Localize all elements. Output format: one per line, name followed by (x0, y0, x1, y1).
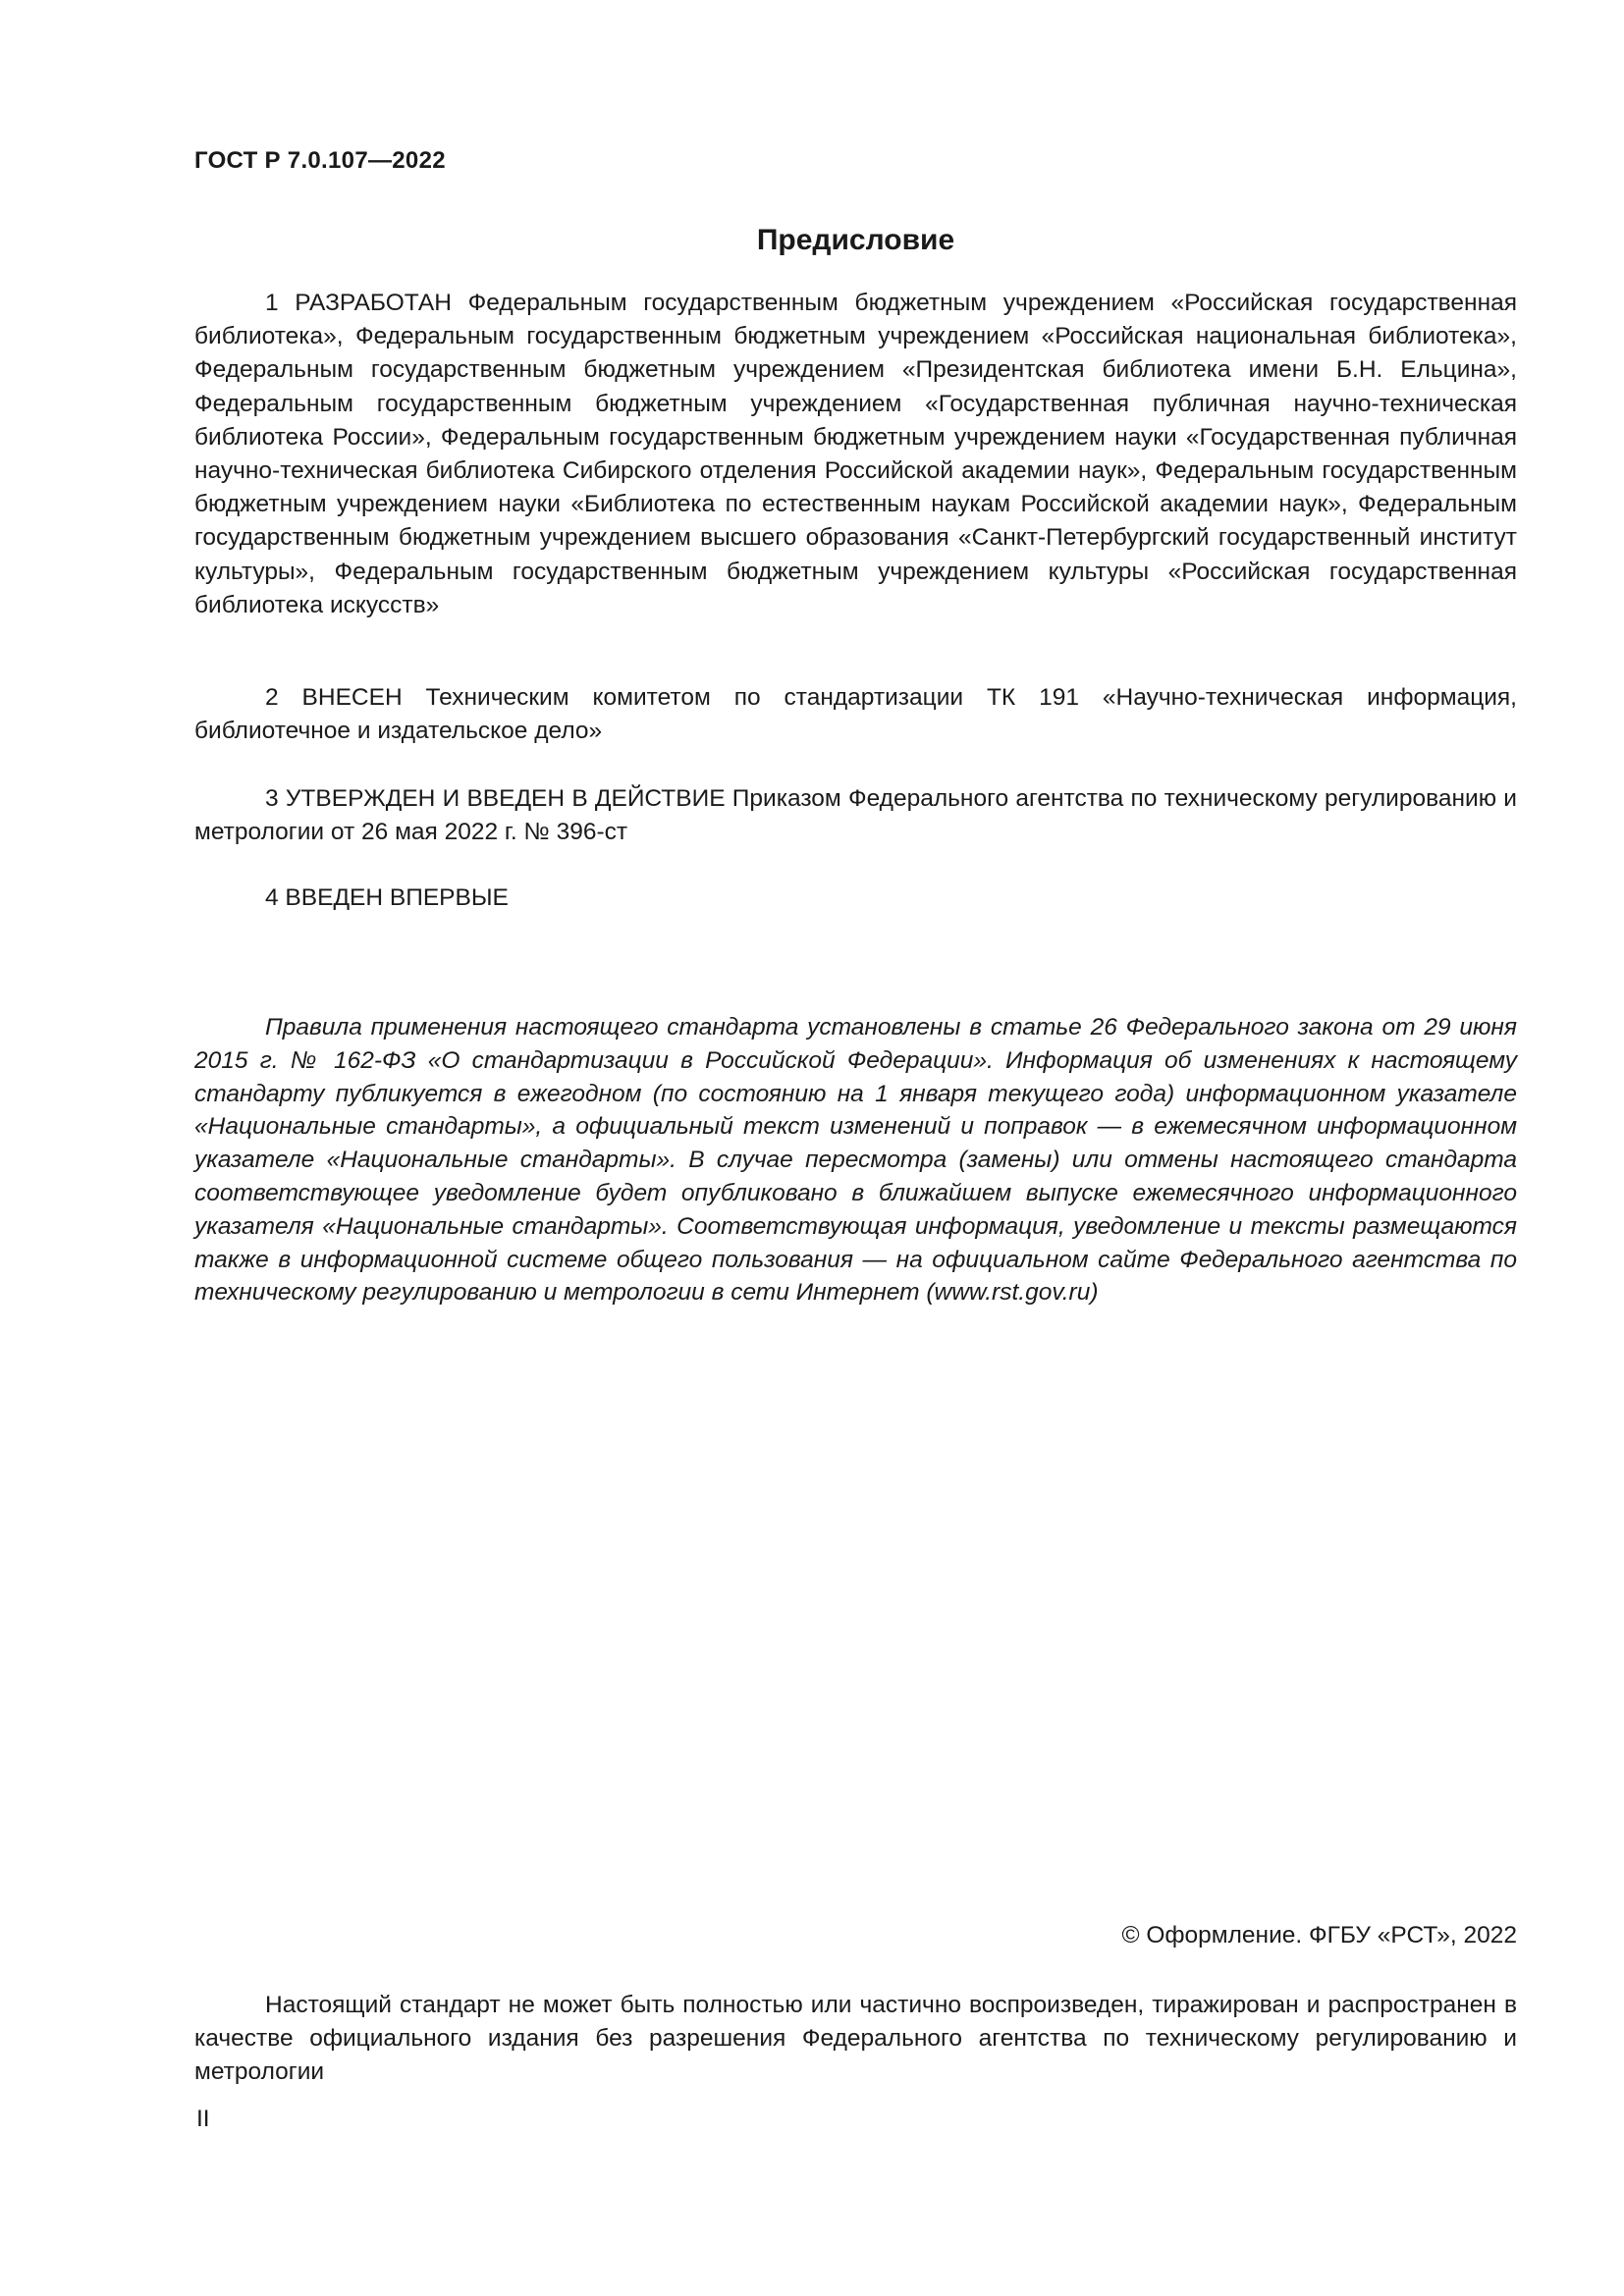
preface-item-4: 4 ВВЕДЕН ВПЕРВЫЕ (265, 884, 509, 911)
reproduction-restriction: Настоящий стандарт не может быть полностью или частично воспроизведен, тиражирован и распространен в качестве официального издания без разрешения Федерального агентства по техническому регулированию и метрологии (194, 1992, 1517, 2085)
page-number: II (196, 2106, 210, 2132)
preface-title: Предисловие (756, 224, 955, 256)
standard-application-notice: Правила применения настоящего стандарта установлены в статье 26 Федерального закона от 29 июня 2015 г. № 162-ФЗ «О стандартизации в Российской Федерации». Информация об изменениях к настоящему стандарту публикуется в ежегодном (по состоянию на 1 января текущего года) информационном указателе «Национальные стандарты», а официальный текст изменений и поправок — в ежемесячном информационном указателе «Национальные стандарты». В случае пересмотра (замены) или отмены настоящего стандарта соответствующее уведомление будет опубликовано в ближайшем выпуске ежемесячного информационного указателя «Национальные стандарты». Соответствующая информация, уведомление и тексты размещаются также в информационной системе общего пользования — на официальном сайте Федерального агентства по техническому регулированию и метрологии в сети Интернет (www.rst.gov.ru) (194, 1014, 1517, 1307)
preface-item-3: 3 УТВЕРЖДЕН И ВВЕДЕН В ДЕЙСТВИЕ Приказом Федерального агентства по техническому регулированию и метрологии от 26 мая 2022 г. № 396-ст (194, 785, 1517, 846)
document-page (194, 0, 1517, 2296)
preface-item-2: 2 ВНЕСЕН Техническим комитетом по стандартизации ТК 191 «Научно-техническая информация, библиотечное и издательское дело» (194, 684, 1517, 745)
preface-item-1: 1 РАЗРАБОТАН Федеральным государственным бюджетным учреждением «Российская государственная библиотека», Федеральным государственным бюджетным учреждением «Российская национальная библиотека», Федеральным государственным бюджетным учреждением «Президентская библиотека имени Б.Н. Ельцина», Федеральным государственным бюджетным учреждением «Государственная публичная научно-техническая библиотека России», Федеральным государственным бюджетным учреждением науки «Государственная публичная научно-техническая библиотека Сибирского отделения Российской академии наук», Федеральным государственным бюджетным учреждением науки «Библиотека по естественным наукам Российской академии наук», Федеральным государственным бюджетным учреждением высшего образования «Санкт-Петербургский государственный институт культуры», Федеральным государственным бюджетным учреждением культуры «Российская государственная библиотека искусств» (194, 290, 1517, 618)
document-code: ГОСТ Р 7.0.107—2022 (194, 147, 446, 174)
copyright-note: © Оформление. ФГБУ «РСТ», 2022 (1121, 1922, 1517, 1949)
